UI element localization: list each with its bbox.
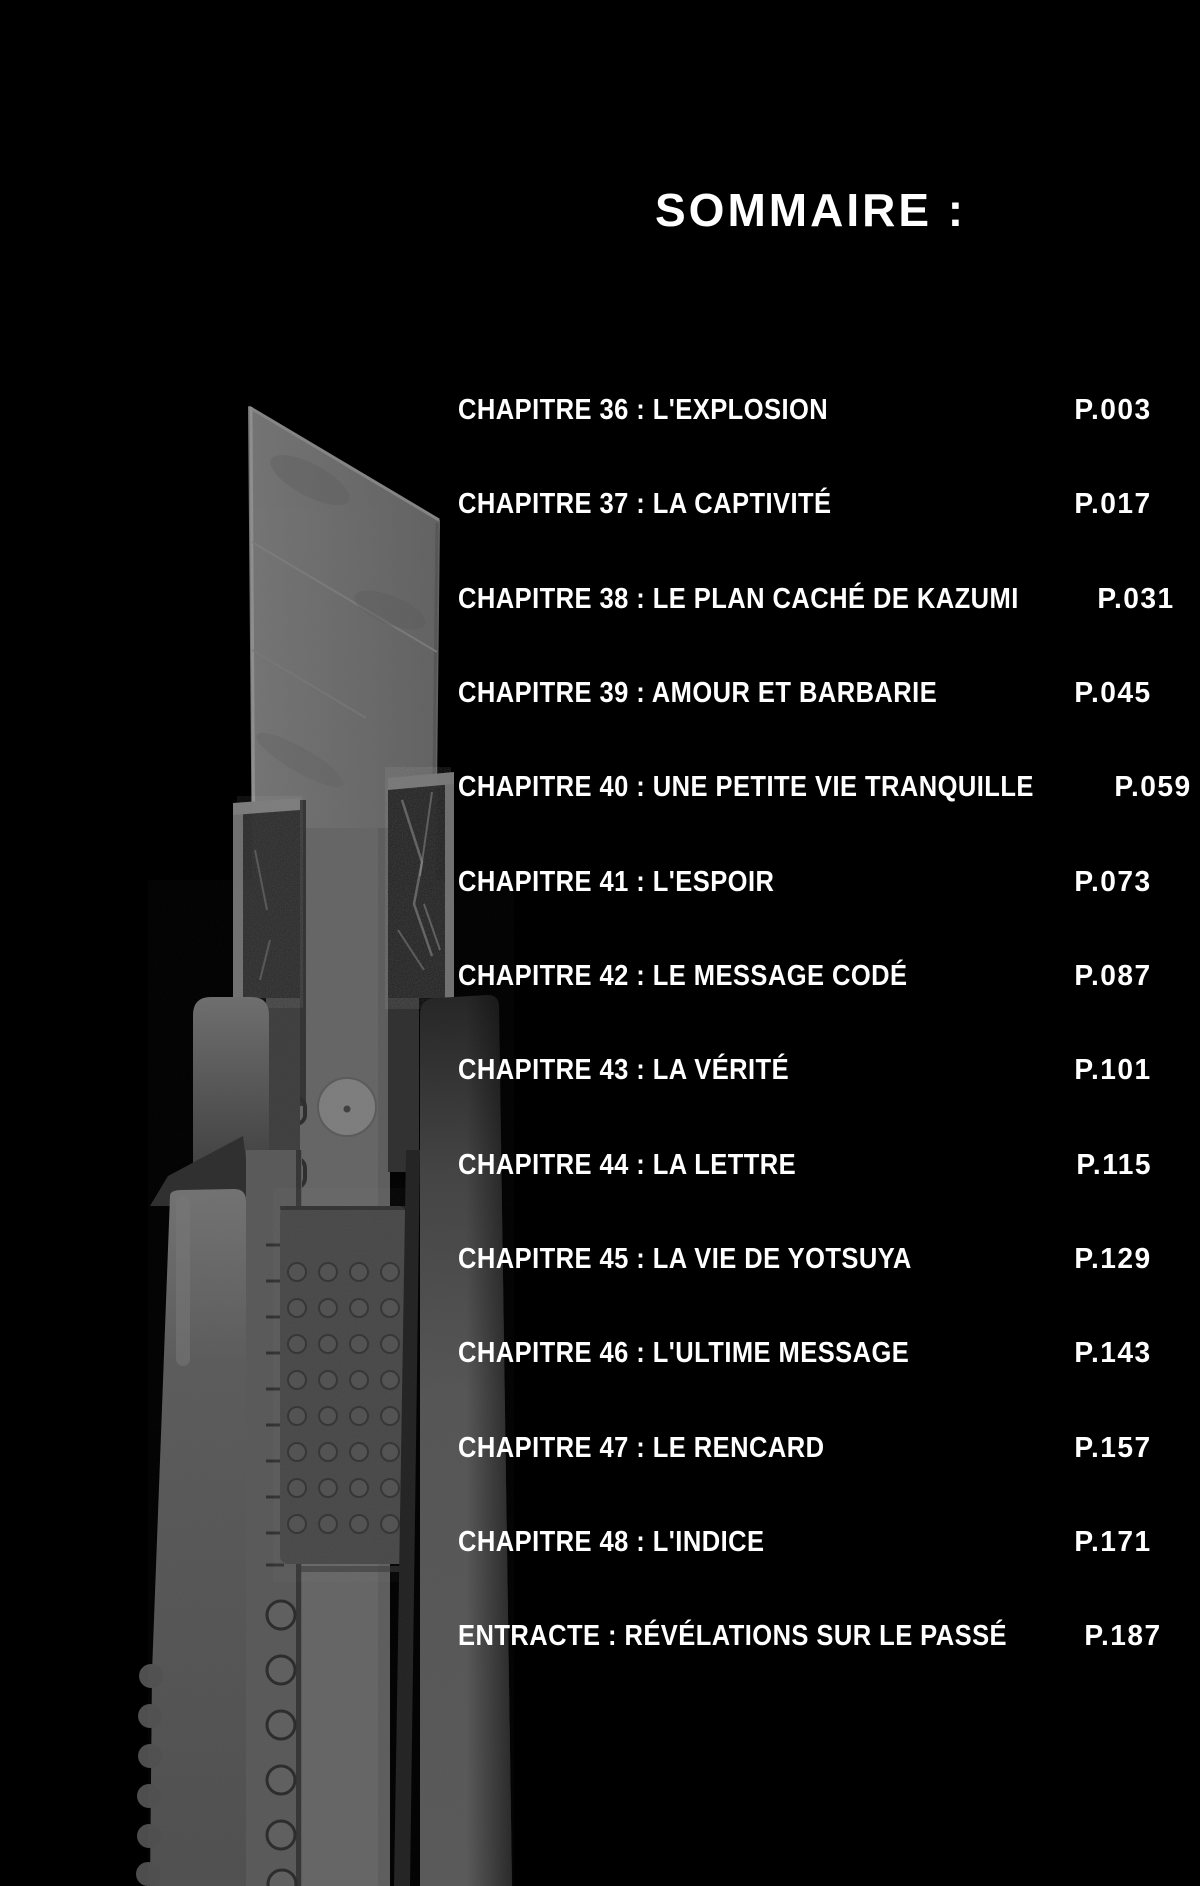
page-number: P.129 [1074, 1243, 1152, 1275]
toc-row [458, 1337, 1152, 1370]
toc-row [458, 677, 1152, 710]
chapter-label: CHAPITRE 41 : L'ESPOIR [458, 866, 775, 898]
grain-overlay [0, 0, 560, 1886]
chapter-label: CHAPITRE 46 : L'ULTIME MESSAGE [458, 1337, 910, 1369]
toc-row [458, 1243, 1152, 1276]
chapter-label: CHAPITRE 36 : L'EXPLOSION [458, 394, 829, 426]
page-number: P.101 [1074, 1054, 1152, 1086]
page-number: P.143 [1074, 1337, 1152, 1369]
page-number: P.115 [1076, 1149, 1152, 1181]
chapter-label: CHAPITRE 39 : AMOUR ET BARBARIE [458, 677, 938, 709]
page-title: SOMMAIRE : [655, 184, 967, 236]
toc-row [458, 394, 1152, 427]
chapter-label: CHAPITRE 42 : LE MESSAGE CODÉ [458, 960, 908, 992]
page-number: P.073 [1074, 866, 1152, 898]
page-number: P.087 [1074, 960, 1152, 992]
page-number: P.003 [1074, 394, 1152, 426]
chapter-label: ENTRACTE : RÉVÉLATIONS SUR LE PASSÉ [458, 1620, 1008, 1652]
page-number: P.031 [1097, 583, 1175, 615]
toc-row [458, 1620, 1162, 1653]
box-cutter-illustration [0, 0, 560, 1886]
toc-row [458, 1054, 1152, 1087]
page-number: P.157 [1074, 1432, 1152, 1464]
toc-row [458, 771, 1192, 804]
toc-row [458, 1526, 1152, 1559]
chapter-label: CHAPITRE 47 : LE RENCARD [458, 1432, 825, 1464]
page-number: P.187 [1084, 1620, 1162, 1652]
page-number: P.171 [1074, 1526, 1152, 1558]
toc-row [458, 1149, 1152, 1182]
chapter-label: CHAPITRE 37 : LA CAPTIVITÉ [458, 488, 832, 520]
toc-row [458, 866, 1152, 899]
chapter-label: CHAPITRE 45 : LA VIE DE YOTSUYA [458, 1243, 912, 1275]
chapter-label: CHAPITRE 48 : L'INDICE [458, 1526, 765, 1558]
toc-row [458, 960, 1152, 993]
toc-row [458, 1432, 1152, 1465]
chapter-label: CHAPITRE 44 : LA LETTRE [458, 1149, 797, 1181]
page-number: P.017 [1074, 488, 1152, 520]
toc-row [458, 583, 1175, 616]
page-number: P.059 [1114, 771, 1192, 803]
chapter-label: CHAPITRE 43 : LA VÉRITÉ [458, 1054, 790, 1086]
chapter-label: CHAPITRE 40 : UNE PETITE VIE TRANQUILLE [458, 771, 1034, 803]
toc-row [458, 488, 1152, 521]
page-number: P.045 [1074, 677, 1152, 709]
chapter-label: CHAPITRE 38 : LE PLAN CACHÉ DE KAZUMI [458, 583, 1019, 615]
